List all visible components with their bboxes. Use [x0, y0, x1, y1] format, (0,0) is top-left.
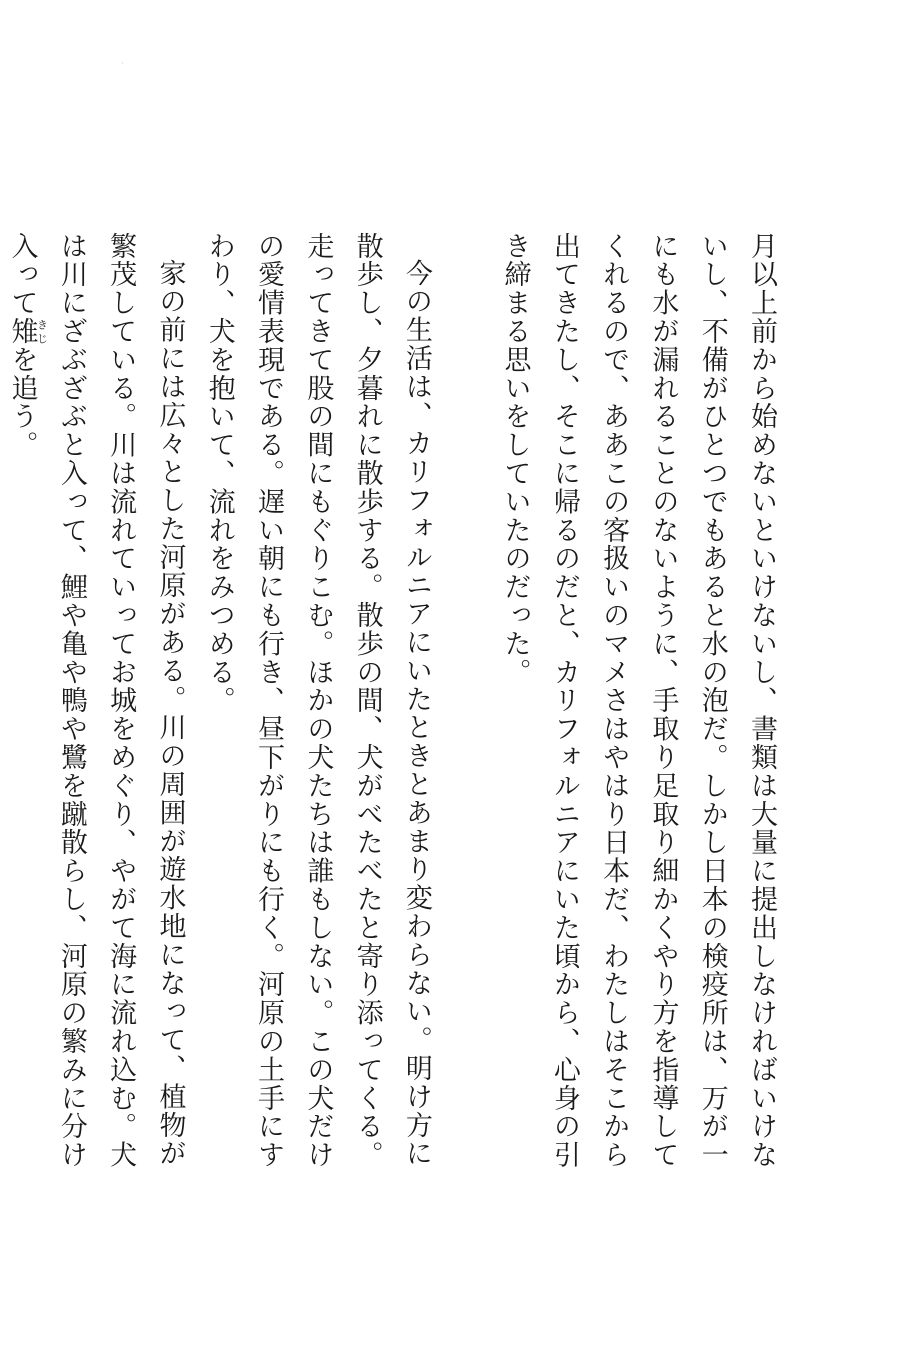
paragraph-continuation: 月以上前から始めないといけないし、書類は大量に提出しなければいけないし、不備がひとつでもあると水の泡だ。しかし日本の検疫所は、万が一にも水が漏れることのないように、手取り足取り細かくやり方を指導してくれるので、ああこの客扱いのマメさはやはり日本だ、わたしはそこから出てきたし、そこに帰るのだと、カリフォルニアにいた頃から、心身の引き締まる思いをしていたのだった。	[499, 232, 777, 1170]
vertical-text-column	[6, 232, 786, 1192]
ruby-annotated-word	[6, 317, 49, 346]
ruby-base: 雉	[6, 317, 38, 346]
paragraph-text: 家の前には広々とした河原がある。川の周囲が遊水地になって、植物が繁茂している。川は流れていってお城をめぐり、やがて海に流れ込む。犬は川にざぶざぶと入って、鯉や亀や鴨や鷺を蹴散らし、河原の繁みに分け入って	[6, 232, 186, 1170]
ruby-reading: きじ	[35, 317, 49, 346]
paragraph-text: を追う。	[6, 345, 38, 460]
paragraph	[0, 232, 194, 1192]
scan-speck	[122, 62, 123, 64]
paragraph: 今の生活は、カリフォルニアにいたときとあまり変わらない。明け方に散歩し、夕暮れに散歩する。散歩の間、犬がべたべたと寄り添ってくる。走ってきて股の間にもぐりこむ。ほかの犬たちは誰もしない。この犬だけの愛情表現である。遅い朝にも行き、昼下がりにも行く。河原の土手にすわり、犬を抱いて、流れをみつめる。	[203, 232, 432, 1170]
section-break	[441, 232, 490, 233]
